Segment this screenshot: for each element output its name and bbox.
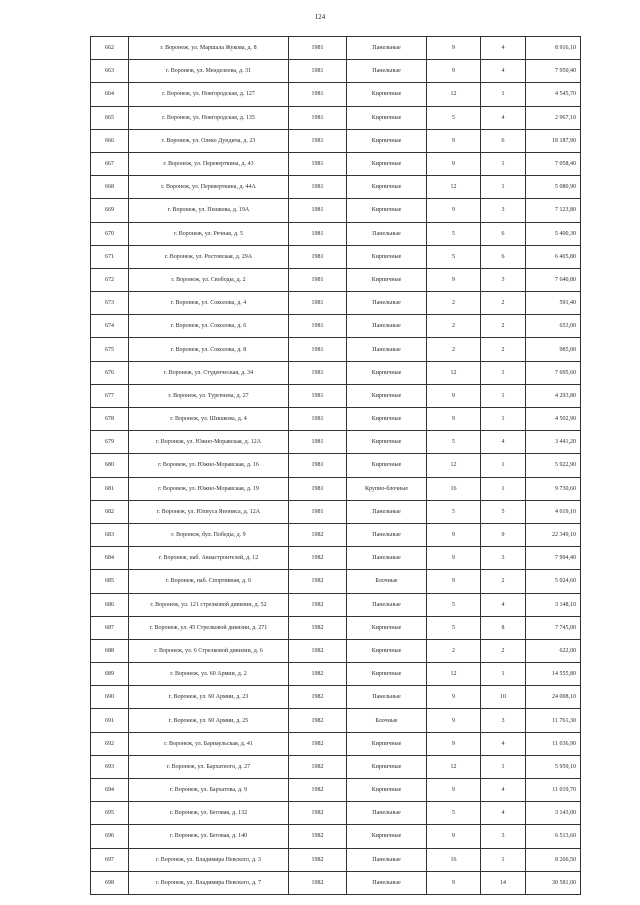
material-cell: Кирпичные (347, 825, 427, 848)
year-cell: 1981 (289, 268, 347, 291)
entrances-cell: 2 (481, 639, 526, 662)
entrances-cell: 1 (481, 361, 526, 384)
material-cell: Кирпичные (347, 755, 427, 778)
year-cell: 1981 (289, 408, 347, 431)
material-cell: Кирпичные (347, 129, 427, 152)
floors-cell: 5 (427, 500, 481, 523)
row-number: 686 (91, 593, 129, 616)
row-number: 668 (91, 176, 129, 199)
area-cell: 5 922,90 (526, 454, 581, 477)
table-row (91, 338, 581, 361)
row-number: 682 (91, 500, 129, 523)
area-cell: 7 058,40 (526, 152, 581, 175)
address-cell: г. Воронеж, наб. Авиастроителей, д. 12 (129, 547, 289, 570)
address-cell: г. Воронеж, ул. Маршала Жукова, д. 8 (129, 37, 289, 60)
row-number: 678 (91, 408, 129, 431)
area-cell: 11 036,90 (526, 732, 581, 755)
area-cell: 622,00 (526, 639, 581, 662)
address-cell: г. Воронеж, ул. Шишкова, д. 4 (129, 408, 289, 431)
table-row (91, 755, 581, 778)
entrances-cell: 4 (481, 593, 526, 616)
year-cell: 1981 (289, 199, 347, 222)
row-number: 689 (91, 663, 129, 686)
area-cell: 8 266,50 (526, 848, 581, 871)
material-cell: Кирпичные (347, 361, 427, 384)
year-cell: 1982 (289, 755, 347, 778)
entrances-cell: 1 (481, 176, 526, 199)
area-cell: 985,00 (526, 338, 581, 361)
year-cell: 1982 (289, 732, 347, 755)
row-number: 681 (91, 477, 129, 500)
floors-cell: 2 (427, 639, 481, 662)
address-cell: г. Воронеж, ул. Свободы, д. 2 (129, 268, 289, 291)
entrances-cell: 4 (481, 37, 526, 60)
floors-cell: 5 (427, 802, 481, 825)
year-cell: 1982 (289, 639, 347, 662)
material-cell: Панельные (347, 500, 427, 523)
address-cell: г. Воронеж, ул. Соколова, д. 8 (129, 338, 289, 361)
table-row (91, 500, 581, 523)
entrances-cell: 8 (481, 616, 526, 639)
entrances-cell: 1 (481, 152, 526, 175)
material-cell: Панельные (347, 547, 427, 570)
floors-cell: 16 (427, 848, 481, 871)
row-number: 697 (91, 848, 129, 871)
year-cell: 1981 (289, 500, 347, 523)
address-cell: г. Воронеж, ул. Соколова, д. 4 (129, 292, 289, 315)
material-cell: Кирпичные (347, 152, 427, 175)
material-cell: Блочные (347, 709, 427, 732)
area-cell: 6 513,60 (526, 825, 581, 848)
area-cell: 7 640,80 (526, 268, 581, 291)
area-cell: 9 730,60 (526, 477, 581, 500)
year-cell: 1982 (289, 709, 347, 732)
row-number: 693 (91, 755, 129, 778)
address-cell: г. Воронеж, ул. Новгородская, д. 127 (129, 83, 289, 106)
row-number: 663 (91, 60, 129, 83)
entrances-cell: 4 (481, 106, 526, 129)
area-cell: 5 959,10 (526, 755, 581, 778)
entrances-cell: 2 (481, 338, 526, 361)
floors-cell: 5 (427, 616, 481, 639)
address-cell: г. Воронеж, ул. 121 стрелковой дивизии, д. 52 (129, 593, 289, 616)
row-number: 683 (91, 523, 129, 546)
table-row (91, 709, 581, 732)
entrances-cell: 2 (481, 315, 526, 338)
floors-cell: 9 (427, 871, 481, 894)
address-cell: г. Воронеж, наб. Спортивная, д. 6 (129, 570, 289, 593)
entrances-cell: 1 (481, 408, 526, 431)
floors-cell: 9 (427, 129, 481, 152)
area-cell: 24 008,10 (526, 686, 581, 709)
year-cell: 1981 (289, 245, 347, 268)
table-row (91, 454, 581, 477)
address-cell: г. Воронеж, бул. Победы, д. 9 (129, 523, 289, 546)
year-cell: 1981 (289, 477, 347, 500)
floors-cell: 9 (427, 779, 481, 802)
entrances-cell: 10 (481, 686, 526, 709)
material-cell: Кирпичные (347, 732, 427, 755)
area-cell: 4 019,10 (526, 500, 581, 523)
table-row (91, 871, 581, 894)
year-cell: 1982 (289, 616, 347, 639)
area-cell: 5 080,90 (526, 176, 581, 199)
floors-cell: 12 (427, 83, 481, 106)
material-cell: Панельные (347, 848, 427, 871)
row-number: 674 (91, 315, 129, 338)
floors-cell: 2 (427, 315, 481, 338)
table-row (91, 547, 581, 570)
material-cell: Панельные (347, 686, 427, 709)
floors-cell: 9 (427, 570, 481, 593)
entrances-cell: 1 (481, 848, 526, 871)
area-cell: 4 502,90 (526, 408, 581, 431)
year-cell: 1982 (289, 663, 347, 686)
entrances-cell: 1 (481, 663, 526, 686)
row-number: 685 (91, 570, 129, 593)
entrances-cell: 2 (481, 570, 526, 593)
area-cell: 3 441,20 (526, 431, 581, 454)
entrances-cell: 3 (481, 547, 526, 570)
table-row (91, 523, 581, 546)
address-cell: г. Воронеж, ул. Юлиуса Янониса, д. 12А (129, 500, 289, 523)
material-cell: Кирпичные (347, 106, 427, 129)
area-cell: 3 143,00 (526, 802, 581, 825)
row-number: 696 (91, 825, 129, 848)
material-cell: Панельные (347, 315, 427, 338)
floors-cell: 2 (427, 292, 481, 315)
row-number: 687 (91, 616, 129, 639)
area-cell: 11 761,30 (526, 709, 581, 732)
year-cell: 1981 (289, 384, 347, 407)
table-row (91, 199, 581, 222)
area-cell: 8 916,10 (526, 37, 581, 60)
address-cell: г. Воронеж, ул. Бархатова, д. 9 (129, 779, 289, 802)
entrances-cell: 3 (481, 709, 526, 732)
material-cell: Панельные (347, 222, 427, 245)
area-cell: 18 187,90 (526, 129, 581, 152)
year-cell: 1981 (289, 315, 347, 338)
table-row (91, 60, 581, 83)
address-cell: г. Воронеж, ул. 60 Армии, д. 23 (129, 686, 289, 709)
year-cell: 1981 (289, 129, 347, 152)
housing-registry-table (90, 36, 581, 895)
address-cell: г. Воронеж, ул. Южно-Моравская, д. 12А (129, 431, 289, 454)
floors-cell: 9 (427, 523, 481, 546)
address-cell: г. Воронеж, ул. Олеко Дундича, д. 23 (129, 129, 289, 152)
table-row (91, 384, 581, 407)
entrances-cell: 6 (481, 129, 526, 152)
table-row (91, 106, 581, 129)
year-cell: 1982 (289, 779, 347, 802)
year-cell: 1982 (289, 825, 347, 848)
row-number: 666 (91, 129, 129, 152)
area-cell: 5 400,30 (526, 222, 581, 245)
row-number: 690 (91, 686, 129, 709)
material-cell: Кирпичные (347, 83, 427, 106)
material-cell: Блочные (347, 570, 427, 593)
year-cell: 1982 (289, 871, 347, 894)
material-cell: Кирпичные (347, 454, 427, 477)
floors-cell: 9 (427, 384, 481, 407)
address-cell: г. Воронеж, ул. Менделеева, д. 31 (129, 60, 289, 83)
floors-cell: 9 (427, 732, 481, 755)
year-cell: 1981 (289, 338, 347, 361)
material-cell: Кирпичные (347, 616, 427, 639)
year-cell: 1981 (289, 176, 347, 199)
material-cell: Кирпичные (347, 268, 427, 291)
entrances-cell: 5 (481, 500, 526, 523)
table-row (91, 361, 581, 384)
material-cell: Кирпичные (347, 245, 427, 268)
material-cell: Кирпичные (347, 384, 427, 407)
floors-cell: 9 (427, 709, 481, 732)
area-cell: 653,00 (526, 315, 581, 338)
table-row (91, 83, 581, 106)
table-row (91, 639, 581, 662)
entrances-cell: 4 (481, 431, 526, 454)
row-number: 684 (91, 547, 129, 570)
row-number: 676 (91, 361, 129, 384)
floors-cell: 9 (427, 199, 481, 222)
row-number: 677 (91, 384, 129, 407)
year-cell: 1982 (289, 802, 347, 825)
year-cell: 1981 (289, 37, 347, 60)
floors-cell: 12 (427, 361, 481, 384)
table-row (91, 408, 581, 431)
year-cell: 1981 (289, 454, 347, 477)
address-cell: г. Воронеж, ул. Южно-Моравская, д. 19 (129, 477, 289, 500)
row-number: 665 (91, 106, 129, 129)
entrances-cell: 1 (481, 83, 526, 106)
area-cell: 7 123,80 (526, 199, 581, 222)
area-cell: 591,40 (526, 292, 581, 315)
year-cell: 1981 (289, 152, 347, 175)
entrances-cell: 4 (481, 802, 526, 825)
address-cell: г. Воронеж, ул. Владимира Невского, д. 7 (129, 871, 289, 894)
area-cell: 14 555,80 (526, 663, 581, 686)
table-row (91, 268, 581, 291)
table-row (91, 848, 581, 871)
table-row (91, 616, 581, 639)
entrances-cell: 3 (481, 825, 526, 848)
material-cell: Кирпичные (347, 639, 427, 662)
address-cell: г. Воронеж, ул. Соколова, д. 6 (129, 315, 289, 338)
row-number: 691 (91, 709, 129, 732)
material-cell: Панельные (347, 60, 427, 83)
entrances-cell: 14 (481, 871, 526, 894)
table-row (91, 477, 581, 500)
address-cell: г. Воронеж, ул. 45 Стрелковой дивизии, д. 271 (129, 616, 289, 639)
address-cell: г. Воронеж, ул. Беговая, д. 132 (129, 802, 289, 825)
area-cell: 7 745,00 (526, 616, 581, 639)
table-row (91, 570, 581, 593)
address-cell: г. Воронеж, ул. Беговая, д. 140 (129, 825, 289, 848)
year-cell: 1982 (289, 570, 347, 593)
row-number: 670 (91, 222, 129, 245)
floors-cell: 12 (427, 454, 481, 477)
floors-cell: 9 (427, 547, 481, 570)
table-row (91, 732, 581, 755)
floors-cell: 16 (427, 477, 481, 500)
address-cell: г. Воронеж, ул. Переверткина, д. 43 (129, 152, 289, 175)
year-cell: 1981 (289, 83, 347, 106)
address-cell: г. Воронеж, ул. Новгородская, д. 135 (129, 106, 289, 129)
table-row (91, 315, 581, 338)
table-row (91, 802, 581, 825)
material-cell: Кирпичные (347, 408, 427, 431)
entrances-cell: 1 (481, 384, 526, 407)
table-row (91, 593, 581, 616)
entrances-cell: 3 (481, 199, 526, 222)
entrances-cell: 6 (481, 245, 526, 268)
floors-cell: 9 (427, 825, 481, 848)
year-cell: 1981 (289, 222, 347, 245)
entrances-cell: 2 (481, 292, 526, 315)
area-cell: 4 293,80 (526, 384, 581, 407)
floors-cell: 9 (427, 268, 481, 291)
page-number: 124 (314, 13, 326, 21)
area-cell: 11 019,70 (526, 779, 581, 802)
registry-body (91, 37, 581, 895)
floors-cell: 9 (427, 60, 481, 83)
area-cell: 3 148,10 (526, 593, 581, 616)
material-cell: Панельные (347, 871, 427, 894)
address-cell: г. Воронеж, ул. Ростовская, д. 29А (129, 245, 289, 268)
entrances-cell: 1 (481, 477, 526, 500)
material-cell: Панельные (347, 292, 427, 315)
floors-cell: 12 (427, 176, 481, 199)
row-number: 667 (91, 152, 129, 175)
material-cell: Кирпичные (347, 779, 427, 802)
entrances-cell: 4 (481, 779, 526, 802)
floors-cell: 9 (427, 686, 481, 709)
material-cell: Кирпичные (347, 176, 427, 199)
material-cell: Панельные (347, 802, 427, 825)
entrances-cell: 1 (481, 755, 526, 778)
row-number: 664 (91, 83, 129, 106)
table-row (91, 686, 581, 709)
entrances-cell: 1 (481, 454, 526, 477)
address-cell: г. Воронеж, ул. 60 Армии, д. 25 (129, 709, 289, 732)
row-number: 662 (91, 37, 129, 60)
year-cell: 1981 (289, 60, 347, 83)
table-row (91, 176, 581, 199)
address-cell: г. Воронеж, ул. Пешкова, д. 19А (129, 199, 289, 222)
floors-cell: 12 (427, 663, 481, 686)
floors-cell: 5 (427, 222, 481, 245)
row-number: 669 (91, 199, 129, 222)
area-cell: 7 950,40 (526, 60, 581, 83)
entrances-cell: 6 (481, 222, 526, 245)
area-cell: 22 349,10 (526, 523, 581, 546)
year-cell: 1981 (289, 431, 347, 454)
floors-cell: 2 (427, 338, 481, 361)
row-number: 692 (91, 732, 129, 755)
address-cell: г. Воронеж, ул. Речная, д. 5 (129, 222, 289, 245)
year-cell: 1981 (289, 106, 347, 129)
entrances-cell: 4 (481, 732, 526, 755)
floors-cell: 9 (427, 408, 481, 431)
table-row (91, 431, 581, 454)
floors-cell: 5 (427, 106, 481, 129)
material-cell: Панельные (347, 338, 427, 361)
area-cell: 7 695,60 (526, 361, 581, 384)
address-cell: г. Воронеж, ул. Бархатного, д. 27 (129, 755, 289, 778)
table-row (91, 292, 581, 315)
year-cell: 1982 (289, 593, 347, 616)
floors-cell: 5 (427, 245, 481, 268)
table-row (91, 152, 581, 175)
year-cell: 1982 (289, 547, 347, 570)
year-cell: 1982 (289, 523, 347, 546)
area-cell: 2 967,10 (526, 106, 581, 129)
material-cell: Кирпичные (347, 663, 427, 686)
material-cell: Кирпичные (347, 199, 427, 222)
year-cell: 1982 (289, 848, 347, 871)
table-row (91, 779, 581, 802)
floors-cell: 12 (427, 755, 481, 778)
floors-cell: 5 (427, 431, 481, 454)
table-row (91, 129, 581, 152)
year-cell: 1982 (289, 686, 347, 709)
row-number: 673 (91, 292, 129, 315)
address-cell: г. Воронеж, ул. 60 Армии, д. 2 (129, 663, 289, 686)
floors-cell: 9 (427, 37, 481, 60)
year-cell: 1981 (289, 361, 347, 384)
material-cell: Панельные (347, 593, 427, 616)
address-cell: г. Воронеж, ул. Барнаульская, д. 41 (129, 732, 289, 755)
year-cell: 1981 (289, 292, 347, 315)
row-number: 695 (91, 802, 129, 825)
table-row (91, 825, 581, 848)
material-cell: Панельные (347, 37, 427, 60)
row-number: 680 (91, 454, 129, 477)
address-cell: г. Воронеж, ул. Переверткина, д. 44А (129, 176, 289, 199)
address-cell: г. Воронеж, ул. Тургенева, д. 27 (129, 384, 289, 407)
row-number: 671 (91, 245, 129, 268)
address-cell: г. Воронеж, ул. 6 Стрелковой дивизии, д. 6 (129, 639, 289, 662)
floors-cell: 5 (427, 593, 481, 616)
area-cell: 30 581,00 (526, 871, 581, 894)
table-row (91, 245, 581, 268)
material-cell: Панельные (347, 523, 427, 546)
floors-cell: 9 (427, 152, 481, 175)
table-row (91, 663, 581, 686)
row-number: 698 (91, 871, 129, 894)
row-number: 679 (91, 431, 129, 454)
table-row (91, 37, 581, 60)
material-cell: Кирпичные (347, 431, 427, 454)
row-number: 675 (91, 338, 129, 361)
entrances-cell: 9 (481, 523, 526, 546)
entrances-cell: 4 (481, 60, 526, 83)
material-cell: Крупно-блочные (347, 477, 427, 500)
address-cell: г. Воронеж, ул. Студенческая, д. 34 (129, 361, 289, 384)
area-cell: 7 994,40 (526, 547, 581, 570)
row-number: 694 (91, 779, 129, 802)
area-cell: 5 024,60 (526, 570, 581, 593)
entrances-cell: 3 (481, 268, 526, 291)
table-row (91, 222, 581, 245)
area-cell: 4 545,70 (526, 83, 581, 106)
area-cell: 6 405,80 (526, 245, 581, 268)
address-cell: г. Воронеж, ул. Южно-Моравская, д. 16 (129, 454, 289, 477)
row-number: 688 (91, 639, 129, 662)
row-number: 672 (91, 268, 129, 291)
address-cell: г. Воронеж, ул. Владимира Невского, д. 3 (129, 848, 289, 871)
